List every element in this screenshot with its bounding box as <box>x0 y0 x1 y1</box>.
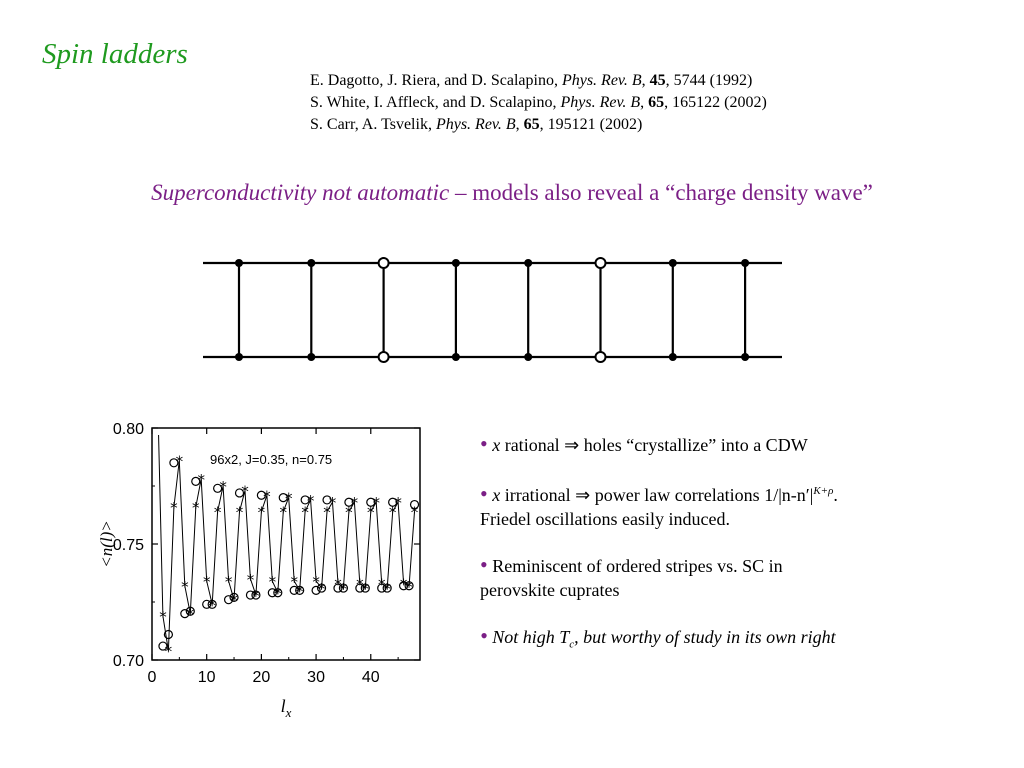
bullet-dot-icon: • <box>480 431 488 456</box>
data-point-star: * <box>361 580 370 599</box>
data-point-star: * <box>274 584 282 603</box>
reference-journal: Phys. Rev. B <box>435 116 516 133</box>
occupied-site <box>452 259 460 267</box>
hole-site <box>596 258 606 268</box>
subtitle-italic: Superconductivity not automatic <box>151 180 450 205</box>
data-point-star: * <box>394 494 402 513</box>
density-plot <box>90 410 430 740</box>
reference-authors: S. White, I. Affleck, and D. Scalapino, <box>310 94 561 111</box>
exponent: K+ρ <box>813 485 834 497</box>
data-point-star: * <box>175 452 184 471</box>
y-tick-label: 0.80 <box>112 421 144 438</box>
bullet-dot-icon: • <box>480 623 488 648</box>
data-point-star: * <box>197 471 205 490</box>
data-point-star: * <box>372 494 380 513</box>
data-point-star: * <box>159 607 167 626</box>
bullet-item <box>480 624 1000 657</box>
data-point-star: * <box>202 573 211 592</box>
occupied-site <box>669 259 677 267</box>
data-point-star: * <box>306 491 315 510</box>
reference-2: S. White, I. Affleck, and D. Scalapino, Phys. Rev. B, 65, 165122 (2002) <box>310 94 767 111</box>
subtitle-rest: – models also reveal a “charge density wave” <box>449 180 873 205</box>
occupied-site <box>235 259 243 267</box>
density-curve <box>159 435 415 651</box>
data-point-star: * <box>257 503 266 522</box>
reference-journal: Phys. Rev. B <box>561 72 642 89</box>
occupied-site <box>307 259 315 267</box>
reference-volume: 45 <box>649 72 666 89</box>
data-point-star: * <box>230 591 238 610</box>
chart-annotation: 96x2, J=0.35, n=0.75 <box>210 452 333 467</box>
data-point-star: * <box>164 642 173 661</box>
bullet-dot-icon: • <box>480 481 488 506</box>
x-tick-label: 20 <box>252 669 271 686</box>
data-point-star: * <box>367 503 375 522</box>
x-tick-label: 10 <box>197 669 216 686</box>
data-point-star: * <box>268 573 277 592</box>
reference-1: E. Dagotto, J. Riera, and D. Scalapino, Phys. Rev. B, 45, 5744 (1992) <box>310 72 753 89</box>
x-axis-label-subscript: x <box>285 705 292 720</box>
data-point-star: * <box>317 580 326 599</box>
x-tick-label: 40 <box>361 669 380 686</box>
bullet-item <box>480 432 1000 457</box>
occupied-site <box>524 353 532 361</box>
occupied-site <box>524 259 532 267</box>
data-point-star: * <box>192 498 200 517</box>
math-x: x <box>492 435 501 455</box>
bullet-text: . <box>833 485 838 505</box>
hole-site <box>379 258 389 268</box>
data-point-star: * <box>224 573 233 592</box>
data-point-star: * <box>219 478 227 496</box>
data-point-star: * <box>383 580 391 599</box>
reference-journal: Phys. Rev. B <box>560 94 641 111</box>
data-point-star: * <box>345 503 353 522</box>
data-point-star: * <box>263 487 271 506</box>
data-point-star: * <box>405 577 413 596</box>
reference-volume: 65 <box>648 94 665 111</box>
math-x: x <box>492 485 501 505</box>
data-point-star: * <box>284 489 293 508</box>
ladder-diagram <box>200 245 790 370</box>
data-point-star: * <box>186 605 195 624</box>
x-axis-label <box>281 696 292 720</box>
data-point-star: * <box>181 577 189 596</box>
data-point-star: * <box>301 503 309 522</box>
data-point-star: * <box>350 494 359 513</box>
data-point-star: * <box>312 573 320 592</box>
bullet-dot-icon: • <box>480 552 488 577</box>
occupied-site <box>741 353 749 361</box>
occupied-site <box>235 353 243 361</box>
data-point-star: * <box>334 575 342 594</box>
hole-site <box>596 352 606 362</box>
data-point-star: * <box>388 503 397 522</box>
data-point-star: * <box>339 580 348 599</box>
bullet-text: Friedel oscillations easily induced. <box>480 509 730 529</box>
reference-pages-year: , 195121 (2002) <box>539 116 643 133</box>
subtitle <box>0 180 1024 206</box>
bullet-text: rational ⇒ holes “crystallize” into a CDW <box>500 435 808 455</box>
data-point-star: * <box>170 498 178 517</box>
reference-authors: S. Carr, A. Tsvelik, <box>310 116 436 133</box>
y-tick-label: 0.75 <box>112 537 144 554</box>
bullet-text: , but worthy of study in its own right <box>574 627 836 647</box>
bullet-item <box>480 553 1000 602</box>
references <box>310 70 767 136</box>
hole-site <box>379 352 389 362</box>
bullet-item <box>480 479 1000 531</box>
bullet-text: irrational ⇒ power law correlations 1/|n-n′| <box>500 485 814 505</box>
data-point-star: * <box>241 482 249 501</box>
reference-authors: E. Dagotto, J. Riera, and D. Scalapino, <box>310 72 562 89</box>
occupied-site <box>741 259 749 267</box>
x-tick-label: 0 <box>147 669 157 686</box>
reference-volume: 65 <box>523 116 540 133</box>
bullet-text: perovskite cuprates <box>480 580 620 600</box>
data-point-star: * <box>208 596 216 615</box>
reference-3: S. Carr, A. Tsvelik, Phys. Rev. B, 65, 195121 (2002) <box>310 116 643 133</box>
bullet-text: Reminiscent of ordered stripes vs. SC in <box>492 556 783 576</box>
data-point-star: * <box>356 575 364 594</box>
y-axis-label: <n(l)> <box>97 520 116 568</box>
data-point-star: * <box>410 503 419 522</box>
x-axis-label-main: l <box>280 696 286 716</box>
data-point-star: * <box>235 503 244 522</box>
data-point-star: * <box>279 503 288 522</box>
occupied-site <box>669 353 677 361</box>
x-tick-label: 30 <box>307 669 325 686</box>
data-point-star: * <box>323 503 331 522</box>
page-title: Spin ladders <box>42 38 188 70</box>
y-tick-label: 0.70 <box>112 653 144 670</box>
data-point-star: * <box>295 582 304 601</box>
data-point-star: * <box>328 494 337 513</box>
data-point-star: * <box>213 503 222 522</box>
reference-pages-year: , 5744 (1992) <box>665 72 753 89</box>
data-point-star: * <box>290 573 298 592</box>
data-point-star: * <box>377 575 386 594</box>
occupied-site <box>307 353 315 361</box>
occupied-site <box>452 353 460 361</box>
subscript: c <box>569 638 575 651</box>
data-point-star: * <box>246 570 255 589</box>
data-point-star: * <box>399 575 408 594</box>
data-point-star: * <box>252 587 260 606</box>
bullet-text: Not high T <box>492 627 570 647</box>
bullet-list <box>480 432 1000 679</box>
reference-pages-year: , 165122 (2002) <box>664 94 767 111</box>
